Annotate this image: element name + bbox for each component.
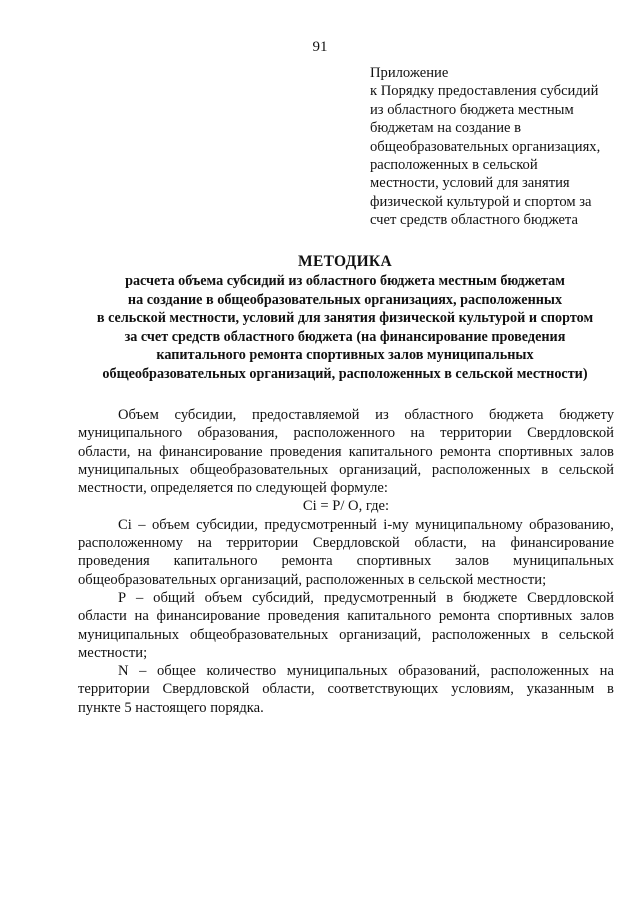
- paragraph-line: [78, 516, 614, 534]
- word: объем: [152, 516, 190, 533]
- word: финансирование: [159, 443, 263, 460]
- word: общее: [156, 663, 196, 680]
- paragraph-line: [78, 607, 614, 625]
- word: P: [118, 589, 127, 606]
- word: муниципального: [78, 425, 183, 442]
- word: в: [541, 461, 549, 478]
- word: на: [410, 425, 425, 442]
- word: общий: [153, 589, 195, 606]
- word: муниципальных: [512, 553, 614, 570]
- paragraph-line: [78, 662, 614, 680]
- word: на: [197, 535, 212, 552]
- word: на: [134, 608, 149, 625]
- word: образованию,: [529, 516, 614, 533]
- word: проведения: [267, 608, 340, 625]
- word: капитального: [173, 553, 258, 570]
- word: субсидий,: [252, 589, 314, 606]
- paragraph-line: [78, 424, 614, 442]
- document-body: [78, 406, 614, 717]
- word: –: [139, 663, 147, 680]
- paragraph-line: пункте 5 настоящего порядка.: [78, 699, 264, 716]
- word: Свердловской: [162, 681, 250, 698]
- word: из: [375, 407, 389, 423]
- word: сельской: [558, 626, 614, 643]
- page-number: 91: [312, 39, 328, 55]
- word: муниципальных: [286, 663, 388, 680]
- word: спортивных: [356, 553, 432, 570]
- title-line: общеобразовательных организаций, расположенных в сельской местности): [102, 365, 588, 382]
- word: муниципальному: [415, 516, 523, 533]
- word: залов: [580, 608, 614, 625]
- word: области: [78, 608, 127, 625]
- paragraph-line: местности, определяется по следующей формуле:: [78, 480, 388, 497]
- appendix-line: из областного бюджета местным: [370, 101, 574, 118]
- word: на: [137, 443, 152, 460]
- word: капитального: [348, 443, 433, 460]
- appendix-line: местности, условий для занятия: [370, 175, 570, 192]
- word: ремонта: [281, 553, 333, 570]
- word: финансирование: [510, 535, 614, 552]
- word: ремонта: [439, 443, 491, 460]
- word: территории: [226, 535, 299, 552]
- word: расположенному: [78, 535, 183, 552]
- word: в: [607, 681, 614, 698]
- word: в: [446, 589, 454, 606]
- paragraph-line: общеобразовательных организаций, расположенных в сельской местности;: [78, 571, 547, 588]
- word: в: [541, 626, 549, 643]
- appendix-line: счет средств областного бюджета: [370, 212, 578, 229]
- word: муниципальных: [78, 626, 180, 643]
- word: проведения: [269, 443, 342, 460]
- word: на: [481, 535, 496, 552]
- paragraph-line: [78, 680, 614, 698]
- word: Свердловской: [312, 535, 400, 552]
- title-line: расчета объема субсидий из областного бюджета местным бюджетам: [125, 273, 565, 289]
- word: залов: [455, 553, 490, 570]
- word: субсидии,: [174, 407, 237, 423]
- word: субсидии,: [196, 516, 258, 533]
- appendix-line: бюджетам на создание в: [370, 120, 522, 137]
- title-line: капитального ремонта спортивных залов муниципальных: [156, 347, 534, 364]
- word: бюджете: [462, 589, 518, 606]
- word: расположенных: [431, 626, 531, 643]
- paragraph-line: [78, 406, 614, 424]
- word: Ci: [118, 516, 132, 533]
- word: капитального: [347, 608, 432, 625]
- paragraph-line: [78, 552, 614, 570]
- word: расположенного: [293, 425, 396, 442]
- word: спортивных: [497, 608, 573, 625]
- word: бюджету: [559, 407, 614, 423]
- word: залов: [580, 443, 614, 460]
- word: Свердловской: [527, 589, 614, 606]
- paragraph-line: [78, 443, 614, 461]
- word: Свердловской: [527, 425, 614, 442]
- appendix-note: [370, 64, 620, 230]
- appendix-line: к Порядку предоставления субсидий: [370, 83, 599, 100]
- word: финансирование: [156, 608, 261, 625]
- word: общеобразовательных: [189, 626, 329, 643]
- paragraph-line: [78, 534, 614, 552]
- title-line: на создание в общеобразовательных организациях, расположенных: [127, 291, 563, 308]
- paragraph-line: [78, 461, 614, 479]
- word: расположенных: [490, 663, 590, 680]
- paragraph-line: [78, 589, 614, 607]
- title-heading: МЕТОДИКА: [298, 253, 392, 270]
- appendix-line: общеобразовательных организациях,: [370, 138, 601, 155]
- title-line: в сельской местности, условий для занятия физической культурой и спортом: [96, 310, 594, 327]
- word: спортивных: [498, 443, 573, 460]
- word: N: [118, 663, 129, 680]
- appendix-line: Приложение: [370, 65, 449, 81]
- word: образования,: [197, 425, 279, 442]
- word: i-му: [383, 516, 409, 533]
- formula: Ci = P/ O, где:: [302, 498, 390, 515]
- word: организаций,: [339, 461, 422, 478]
- word: соответствующих: [327, 681, 439, 698]
- word: –: [138, 516, 146, 533]
- word: сельской: [558, 461, 614, 478]
- word: объем: [204, 589, 243, 606]
- document-title: [60, 252, 630, 384]
- paragraph-line: местности;: [78, 644, 148, 661]
- appendix-line: расположенных в сельской: [370, 157, 538, 174]
- word: проведения: [78, 553, 150, 570]
- word: предусмотренный: [323, 589, 437, 606]
- word: предоставляемой: [251, 407, 360, 423]
- word: области,: [262, 681, 315, 698]
- word: указанным: [526, 681, 595, 698]
- word: территории: [440, 425, 512, 442]
- word: области,: [78, 443, 131, 460]
- appendix-line: физической культурой и спортом за: [370, 193, 592, 210]
- title-line: за счет средств областного бюджета (на финансирование проведения: [124, 328, 566, 345]
- word: областного: [404, 407, 474, 423]
- word: области,: [414, 535, 467, 552]
- paragraph-line: [78, 626, 614, 644]
- word: ремонта: [438, 608, 491, 625]
- word: Объем: [118, 407, 159, 423]
- word: предусмотренный: [264, 516, 377, 533]
- word: условиям,: [451, 681, 514, 698]
- word: муниципальных: [78, 461, 180, 478]
- word: количество: [206, 663, 277, 680]
- word: организаций,: [339, 626, 422, 643]
- word: на: [599, 663, 614, 680]
- word: –: [136, 589, 144, 606]
- word: территории: [78, 681, 150, 698]
- word: общеобразовательных: [189, 461, 329, 478]
- word: бюджета: [489, 407, 544, 423]
- word: образований,: [398, 663, 481, 680]
- word: расположенных: [431, 461, 531, 478]
